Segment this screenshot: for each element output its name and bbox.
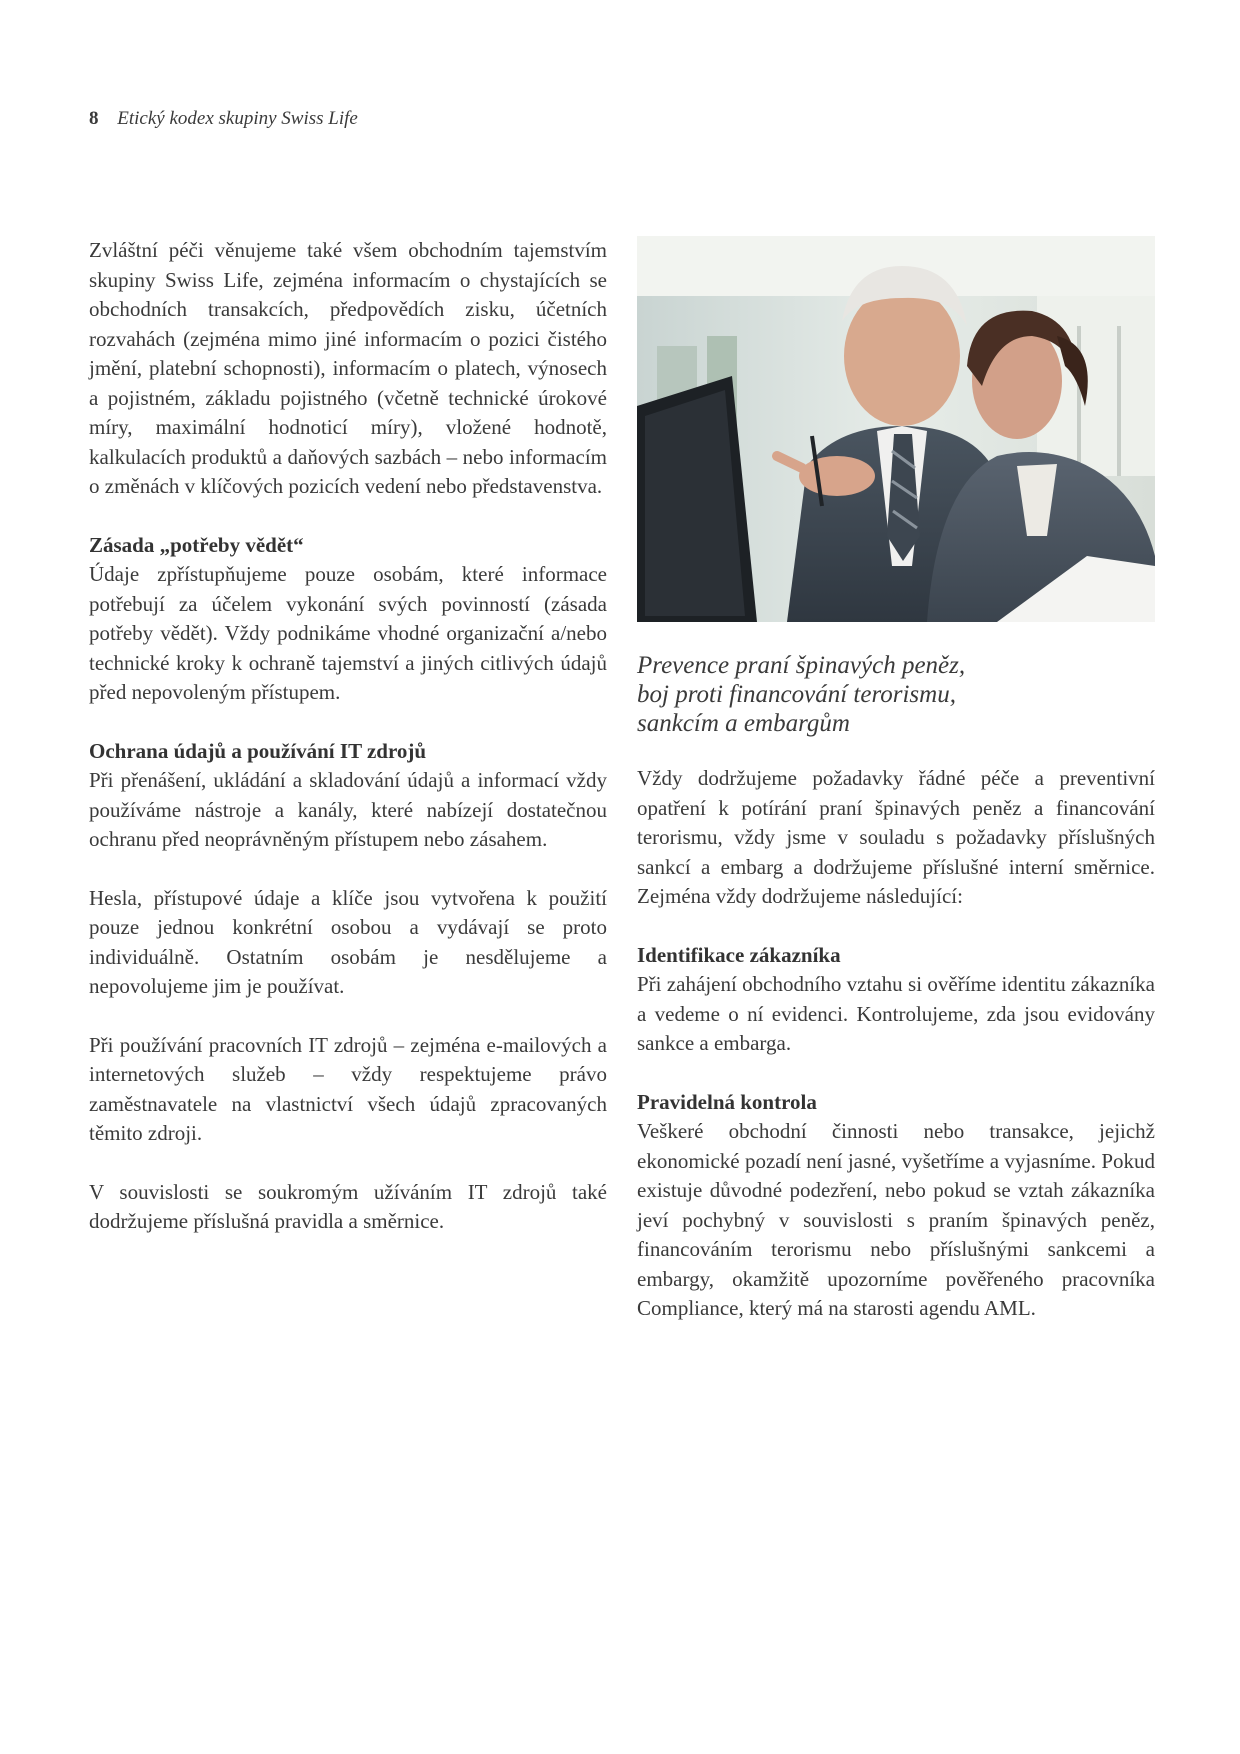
page-number: 8 [89,108,99,129]
section-heading-data-protection: Ochrana údajů a používání IT zdrojů [89,738,427,763]
aml-intro-paragraph: Vždy dodržujeme požadavky řádné péče a preventivní opatření k potírání praní špinavých peněz a financování terorismu, vždy jsme v souladu s požadavky příslušných sankcí a embarg a dodržujeme příslušné interní směrnice. Zejména vždy dodržujeme následující: [637,766,1155,908]
section-text-regular-check: Veškeré obchodní činnosti nebo transakce, jejichž ekonomické pozadí není jasné, vyšetříme a vyjasníme. Pokud existuje důvodné podezření, nebo pokud se vztah zákazníka jeví pochybný v souvislosti s praním špinavých peněz, financováním terorismu nebo příslušnými sankcemi a embargy, okamžitě upozorníme pověřeného pracovníka Compliance, který má na starosti agendu AML. [637,1119,1155,1320]
section-heading-customer-identification: Identifikace zákazníka [637,942,841,967]
section-heading-need-to-know: Zásada „potřeby vědět“ [89,532,304,557]
caption-line-2: boj proti financování terorismu, [637,681,956,708]
section-heading-regular-check: Pravidelná kontrola [637,1089,817,1114]
caption-line-3: sankcím a embargům [637,710,850,737]
right-column [637,764,1155,1353]
office-photo-illustration [637,236,1155,622]
section-text-need-to-know: Údaje zpřístupňujeme pouze osobám, které informace potřebují za účelem vykonání svých povinností (zásada potřeby vědět). Vždy podnikáme vhodné organizační a/nebo technické kroky k ochraně tajemství a jiných citlivých údajů před nepovoleným přístupem. [89,562,607,704]
intro-paragraph: Zvláštní péči věnujeme také všem obchodním tajemstvím skupiny Swiss Life, zejména informacím o chystajících se obchodních transakcích, předpovědích zisku, účetních rozvahách (zejména mimo jiné informacím o pozici čistého jmění, platební schopnosti), informacím o platech, výnosech a pojistném, základu pojistného (včetně technické úrokové míry, maximální hodnoticí míry), vložené hodnotě, kalkulacích produktů a daňových sazbách – nebo informacím o změnách v klíčových pozicích vedení nebo představenstva. [89,238,607,498]
left-column [89,236,607,1266]
caption-line-1: Prevence praní špinavých peněz, [637,652,966,679]
section-text-customer-identification: Při zahájení obchodního vztahu si ověříme identitu zákazníka a vedeme o ní evidenci. Kontrolujeme, zda jsou evidovány sankce a embarga. [637,972,1155,1055]
paragraph-passwords: Hesla, přístupové údaje a klíče jsou vytvořena k použití pouze jednou konkrétní osobou a vydávají se proto individuálně. Ostatním osobám je nesdělujeme a nepovolujeme jim je používat. [89,885,607,998]
paragraph-private-use: V souvislosti se soukromým užíváním IT zdrojů také dodržujeme příslušná pravidla a směrnice. [89,1179,607,1233]
paragraph-it-resources: Při používání pracovních IT zdrojů – zejména e-mailových a internetových služeb – vždy respektujeme právo zaměstnavatele na vlastnictví všech údajů zpracovaných těmito zdroji. [89,1032,607,1145]
section-text-data-protection: Při přenášení, ukládání a skladování údajů a informací vždy používáme nástroje a kanály, které nabízejí dostatečnou ochranu před neoprávněným přístupem nebo zásahem. [89,768,607,851]
page-header [89,108,358,130]
document-title: Etický kodex skupiny Swiss Life [117,108,358,129]
office-photo [637,236,1155,622]
section-caption [637,651,1155,738]
